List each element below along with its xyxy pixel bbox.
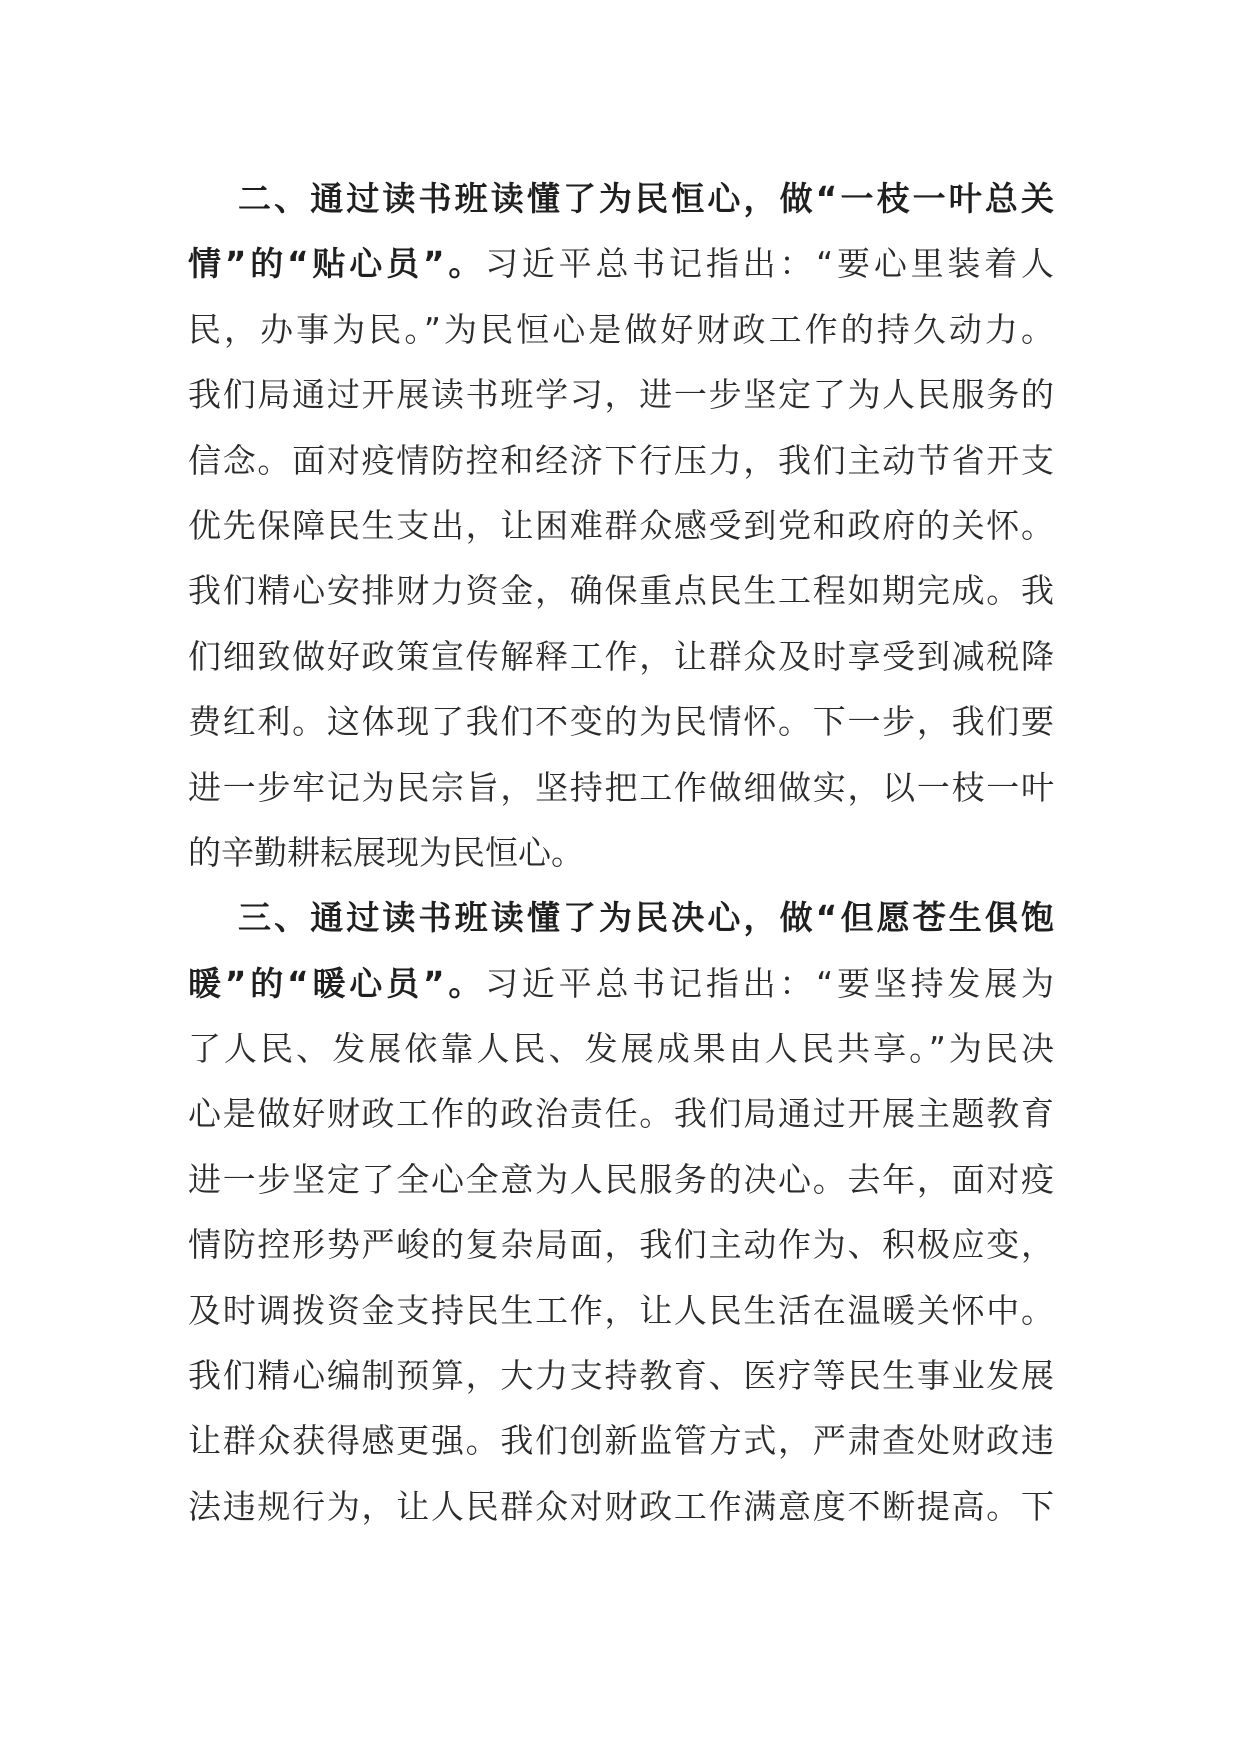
body-text: 习近平总书记指出：“要心里装着人 <box>485 244 1054 284</box>
body-text: 优先保障民生支出，让困难群众感受到党和政府的关怀。 <box>188 505 1054 545</box>
body-text: 的辛勤耕耘展现为民恒心。 <box>188 832 584 872</box>
text-line <box>188 231 1054 296</box>
document-body <box>188 166 1054 1539</box>
text-line <box>188 1016 1054 1081</box>
text-line <box>188 1408 1054 1473</box>
text-line <box>188 689 1054 754</box>
text-line <box>188 1147 1054 1212</box>
text-line <box>188 428 1054 493</box>
body-text: 们细致做好政策宣传解释工作，让群众及时享受到减税降 <box>188 636 1054 676</box>
paragraph-section-3 <box>188 885 1054 1539</box>
heading-text: 暖”的“暖心员”。 <box>188 963 486 1003</box>
text-line <box>188 166 1054 231</box>
paragraph-section-2 <box>188 166 1054 885</box>
body-text: 及时调拨资金支持民生工作，让人民生活在温暖关怀中。 <box>188 1290 1054 1330</box>
text-line <box>188 493 1054 558</box>
text-line <box>188 820 1054 885</box>
body-text: 民，办事为民。”为民恒心是做好财政工作的持久动力。 <box>188 309 1054 349</box>
heading-text: 二、通过读书班读懂了为民恒心，做“一枝一叶总关 <box>238 179 1054 218</box>
body-text: 我们精心编制预算，大力支持教育、医疗等民生事业发展 <box>188 1356 1054 1396</box>
text-line <box>188 1474 1054 1539</box>
body-text: 心是做好财政工作的政治责任。我们局通过开展主题教育 <box>188 1094 1054 1134</box>
body-text: 了人民、发展依靠人民、发展成果由人民共享。”为民决 <box>188 1029 1054 1069</box>
text-line <box>188 362 1054 427</box>
text-line <box>188 297 1054 362</box>
text-line <box>188 624 1054 689</box>
heading-text: 三、通过读书班读懂了为民决心，做“但愿苍生俱饱 <box>238 898 1054 938</box>
text-line <box>188 1343 1054 1408</box>
body-text: 我们局通过开展读书班学习，进一步坚定了为人民服务的 <box>188 375 1054 415</box>
body-text: 让群众获得感更强。我们创新监管方式，严肃查处财政违 <box>188 1421 1054 1461</box>
text-line <box>188 1278 1054 1343</box>
text-line <box>188 1212 1054 1277</box>
body-text: 信念。面对疫情防控和经济下行压力，我们主动节省开支 <box>188 440 1054 480</box>
heading-text: 情”的“贴心员”。 <box>188 244 486 284</box>
text-line <box>188 1081 1054 1146</box>
body-text: 费红利。这体现了我们不变的为民情怀。下一步，我们要 <box>188 702 1054 742</box>
body-text: 进一步坚定了全心全意为人民服务的决心。去年，面对疫 <box>188 1159 1054 1199</box>
text-line <box>188 558 1054 623</box>
body-text: 习近平总书记指出：“要坚持发展为 <box>485 963 1054 1003</box>
body-text: 情防控形势严峻的复杂局面，我们主动作为、积极应变， <box>188 1225 1054 1265</box>
text-line <box>188 951 1054 1016</box>
body-text: 我们精心安排财力资金，确保重点民生工程如期完成。我 <box>188 571 1054 611</box>
body-text: 进一步牢记为民宗旨，坚持把工作做细做实，以一枝一叶 <box>188 767 1054 807</box>
body-text: 法违规行为，让人民群众对财政工作满意度不断提高。下 <box>188 1486 1054 1526</box>
text-line <box>188 885 1054 950</box>
text-line <box>188 755 1054 820</box>
